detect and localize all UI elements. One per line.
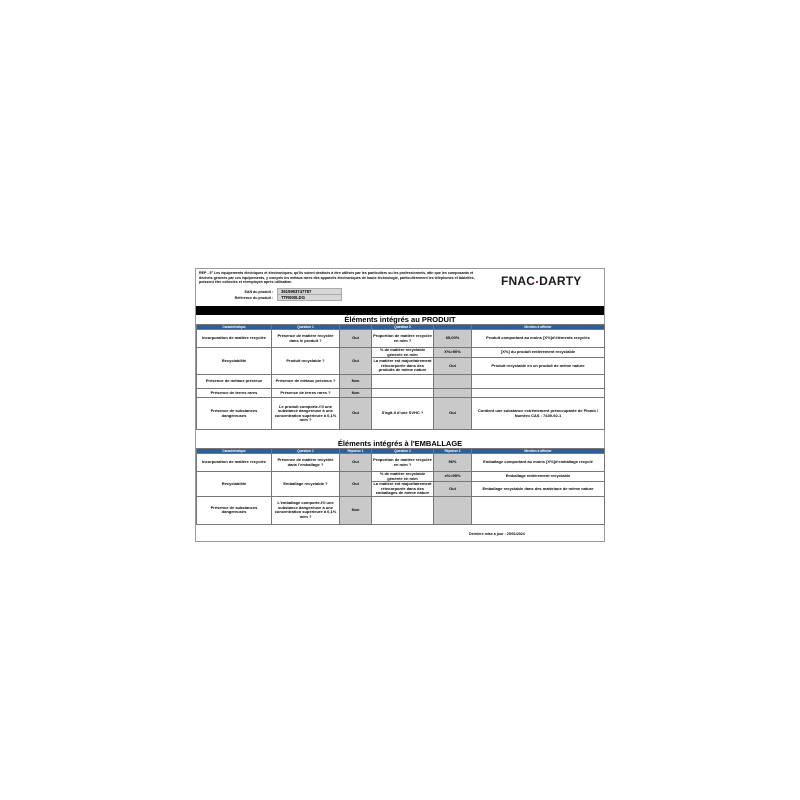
col-header: Mention à afficher xyxy=(472,449,605,454)
logo-text-right: DARTY xyxy=(539,274,582,288)
reference-row xyxy=(199,294,342,301)
answer-cell: Oui xyxy=(434,358,472,375)
empty-answer-cell xyxy=(434,375,472,389)
table-row xyxy=(197,330,605,348)
table-row xyxy=(197,398,605,430)
col-header: Question 1 xyxy=(272,449,340,454)
reference-label: Référence du produit : xyxy=(234,295,273,300)
empty-cell xyxy=(472,389,605,398)
question-cell: Présence de terres rares ? xyxy=(272,389,340,398)
intro-text: REP - 5° Les équipements électriques et électroniques, qu'ils soient destinés à être utilisés par les particuliers ou les professionnels, afin que les composants et déchets générés par ces équipements, y compris les métaux rares des appareils électroniques de haute technologie, particulièrement les téléphones et tablettes, puissent être collectés et réemployés après utilisation xyxy=(199,271,475,285)
table-row xyxy=(197,454,605,472)
col-header: Caractéristique xyxy=(197,449,272,454)
answer-cell: Oui xyxy=(340,348,372,375)
answer-cell: Non xyxy=(340,375,372,389)
question-cell: Emballage recyclable ? xyxy=(272,472,340,497)
question-cell: L'emballage comporte-t'il une substance dangereuse à une concentration supérieure à 0,1% m/m ? xyxy=(272,496,340,524)
empty-answer-cell xyxy=(434,389,472,398)
characteristic-cell: Incorporation de matière recyclée xyxy=(197,454,272,472)
answer-cell: Non xyxy=(340,389,372,398)
characteristic-cell: Présence de substances dangereuses xyxy=(197,398,272,430)
mention-cell: Emballage recyclable dans des matériaux de même nature xyxy=(472,482,605,497)
mention-cell: Emballage entièrement recyclable xyxy=(472,472,605,482)
mention-cell: Contient une substance extrêmement préoccupante de Plomb / Numéro CAS : 7439-92-1 xyxy=(472,398,605,430)
answer-cell: Non xyxy=(340,496,372,524)
question-cell: La matière est majoritairement réincorporée dans des emballages de même nature xyxy=(373,481,432,496)
empty-cell xyxy=(372,375,434,389)
answer-cell: X%>50% xyxy=(434,348,472,358)
answer-cell: Oui xyxy=(340,454,372,472)
empty-answer-cell xyxy=(434,496,472,524)
mention-cell: [X%] du produit entièrement recyclable xyxy=(472,348,605,358)
question-cell: Produit recyclable ? xyxy=(272,348,340,375)
answer-cell: x%>95% xyxy=(434,472,472,482)
answer-cell: Oui xyxy=(434,398,472,430)
table-row xyxy=(197,496,605,524)
empty-cell xyxy=(372,496,434,524)
table-row xyxy=(197,348,605,358)
question-cell: % de matière recyclable générée en m/m xyxy=(372,348,434,358)
col-header: Réponse 2 xyxy=(434,449,472,454)
empty-cell xyxy=(372,389,434,398)
black-separator xyxy=(196,306,604,315)
question-cell: Proportion de matière recyclée en m/m ? xyxy=(372,454,434,472)
answer-cell: 96% xyxy=(434,454,472,472)
answer-cell: Oui xyxy=(340,330,372,348)
col-header: Question 2 xyxy=(372,325,434,330)
col-header: Mention à afficher xyxy=(472,325,605,330)
mention-cell: Produit recyclable en un produit de même nature xyxy=(472,358,605,375)
characteristic-cell: Incorporation de matière recyclée xyxy=(197,330,272,348)
mention-cell: Emballage comportant au moins [X%]d'emballage recyclé xyxy=(472,454,605,472)
emballage-table xyxy=(196,448,605,525)
answer-cell: Oui xyxy=(434,482,472,497)
mention-cell: Produit comportant au moins [X%]d'éléments recyclés xyxy=(472,330,605,348)
environmental-info-sheet xyxy=(195,268,605,542)
characteristic-cell: Présence de métaux précieux xyxy=(197,375,272,389)
table-row xyxy=(197,389,605,398)
question-cell: % de matière recyclable générée en m/m xyxy=(372,472,434,482)
question-cell: S'agit-il d'une SVHC ? xyxy=(372,398,434,430)
question-cell: Présence de métaux précieux ? xyxy=(272,375,340,389)
table-row xyxy=(197,472,605,482)
characteristic-cell: Présence de substances dangereuses xyxy=(197,496,272,524)
col-header: Question 1 xyxy=(272,325,340,330)
produit-section-title: Éléments intégrés au PRODUIT xyxy=(344,315,456,324)
answer-cell: Oui xyxy=(340,398,372,430)
logo-dot-icon xyxy=(536,281,538,283)
reference-value: TTR900LDG xyxy=(277,294,342,301)
emballage-section-title: Éléments intégrés à l'EMBALLAGE xyxy=(337,439,463,448)
characteristic-cell: Recyclabilité xyxy=(197,348,272,375)
answer-cell: Oui xyxy=(340,472,372,497)
empty-cell xyxy=(472,496,605,524)
ean-value: 3615993747787 xyxy=(277,288,342,295)
characteristic-cell: Recyclabilité xyxy=(197,472,272,497)
characteristic-cell: Présence de terres rares xyxy=(197,389,272,398)
ean-label: EAN du produit : xyxy=(244,289,273,294)
question-cell: Le produit comporte-t'il une substance dangereuse à une concentration supérieure à 0,1% m/m ? xyxy=(272,398,340,430)
fnac-darty-logo xyxy=(501,274,581,288)
answer-cell: 65,00% xyxy=(434,330,472,348)
logo-text-left: FNAC xyxy=(501,274,536,288)
question-cell: La matière est majoritairement réincorporée dans des produits de même nature xyxy=(372,358,434,375)
question-cell: Présence de matière recyclée dans l'emballage ? xyxy=(272,454,340,472)
last-update: Dernière mise à jour : 25/01/2024 xyxy=(469,532,525,536)
question-cell: Présence de matière recyclée dans le produit ? xyxy=(272,330,340,348)
col-header: Caractéristique xyxy=(197,325,272,330)
produit-table xyxy=(196,324,605,430)
table-row xyxy=(197,375,605,389)
col-header: Question 2 xyxy=(372,449,434,454)
question-cell: Proportion de matière recyclée en m/m ? xyxy=(372,330,434,348)
col-header: Réponse 1 xyxy=(340,449,372,454)
empty-cell xyxy=(472,375,605,389)
